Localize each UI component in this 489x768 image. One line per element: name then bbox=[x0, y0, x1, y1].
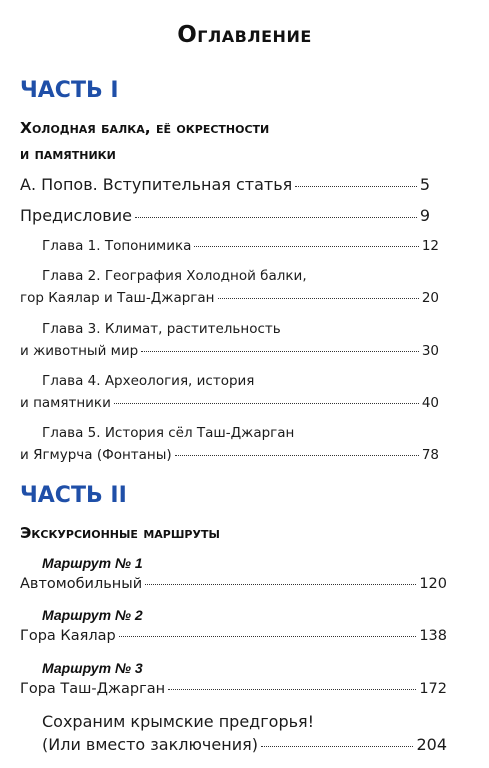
toc-entry-title: и животный мир bbox=[20, 343, 139, 359]
toc-entry-page: 40 bbox=[421, 395, 439, 411]
toc-entry-chapter-4-line1: Глава 4. Археология, история bbox=[42, 373, 255, 389]
toc-entry-chapter-5-line1: Глава 5. История сёл Таш-Джарган bbox=[42, 425, 295, 441]
toc-leader-dots bbox=[168, 689, 416, 690]
part-2-heading: ЧАСТЬ II bbox=[20, 483, 127, 508]
part-1-subtitle-line1: Холодная балка, её окрестности bbox=[20, 119, 270, 137]
toc-entry-page: 204 bbox=[416, 735, 447, 754]
toc-entry-chapter-3-line1: Глава 3. Климат, растительность bbox=[42, 321, 281, 337]
toc-entry-page: 5 bbox=[419, 175, 430, 194]
toc-entry-page: 9 bbox=[419, 206, 430, 225]
toc-entry-title: гор Каялар и Таш-Джарган bbox=[20, 290, 215, 306]
page-title: Оглавление bbox=[177, 22, 312, 48]
part-1-heading: ЧАСТЬ I bbox=[20, 78, 119, 103]
route-3-label: Маршрут № 3 bbox=[42, 660, 143, 676]
toc-entry-page: 172 bbox=[419, 681, 447, 697]
toc-leader-dots bbox=[114, 403, 419, 404]
toc-leader-dots bbox=[141, 351, 419, 352]
toc-entry-page: 78 bbox=[421, 447, 439, 463]
toc-entry-conclusion-line1: Сохраним крымские предгорья! bbox=[42, 712, 315, 731]
toc-entry-title: А. Попов. Вступительная статья bbox=[20, 175, 293, 194]
route-1-label: Маршрут № 1 bbox=[42, 555, 143, 571]
toc-entry-route-2[interactable] bbox=[20, 628, 447, 644]
toc-entry-chapter-5[interactable] bbox=[20, 447, 439, 463]
toc-entry-page: 30 bbox=[421, 343, 439, 359]
part-2-subtitle: Экскурсионные маршруты bbox=[20, 524, 220, 542]
toc-entry-title: Гора Каялар bbox=[20, 628, 116, 644]
toc-leader-dots bbox=[261, 746, 414, 747]
toc-entry-conclusion[interactable] bbox=[42, 735, 447, 754]
toc-entry-title: Глава 1. Топонимика bbox=[42, 238, 192, 254]
toc-entry-title: Гора Таш-Джарган bbox=[20, 681, 166, 697]
toc-entry-route-3[interactable] bbox=[20, 681, 447, 697]
toc-entry-route-1[interactable] bbox=[20, 576, 447, 592]
toc-entry-title: Автомобильный bbox=[20, 576, 143, 592]
toc-leader-dots bbox=[135, 217, 417, 218]
toc-entry-page: 138 bbox=[419, 628, 447, 644]
toc-entry-chapter-3[interactable] bbox=[20, 343, 439, 359]
toc-entry-chapter-2[interactable] bbox=[20, 290, 439, 306]
part-1-subtitle-line2: и памятники bbox=[20, 145, 116, 163]
toc-entry-chapter-4[interactable] bbox=[20, 395, 439, 411]
toc-leader-dots bbox=[194, 246, 418, 247]
toc-entry-title: и памятники bbox=[20, 395, 111, 411]
toc-leader-dots bbox=[175, 455, 419, 456]
toc-entry-chapter-2-line1: Глава 2. География Холодной балки, bbox=[42, 268, 307, 284]
toc-leader-dots bbox=[218, 298, 419, 299]
toc-leader-dots bbox=[295, 186, 417, 187]
toc-entry-intro[interactable] bbox=[20, 175, 430, 194]
toc-leader-dots bbox=[145, 584, 416, 585]
toc-entry-page: 20 bbox=[421, 290, 439, 306]
route-2-label: Маршрут № 2 bbox=[42, 607, 143, 623]
toc-entry-preface[interactable] bbox=[20, 206, 430, 225]
toc-entry-chapter-1[interactable] bbox=[42, 238, 439, 254]
toc-leader-dots bbox=[119, 636, 417, 637]
toc-entry-page: 12 bbox=[421, 238, 439, 254]
toc-entry-title: и Ягмурча (Фонтаны) bbox=[20, 447, 172, 463]
toc-entry-page: 120 bbox=[419, 576, 447, 592]
toc-entry-title: (Или вместо заключения) bbox=[42, 735, 258, 754]
toc-entry-title: Предисловие bbox=[20, 206, 132, 225]
